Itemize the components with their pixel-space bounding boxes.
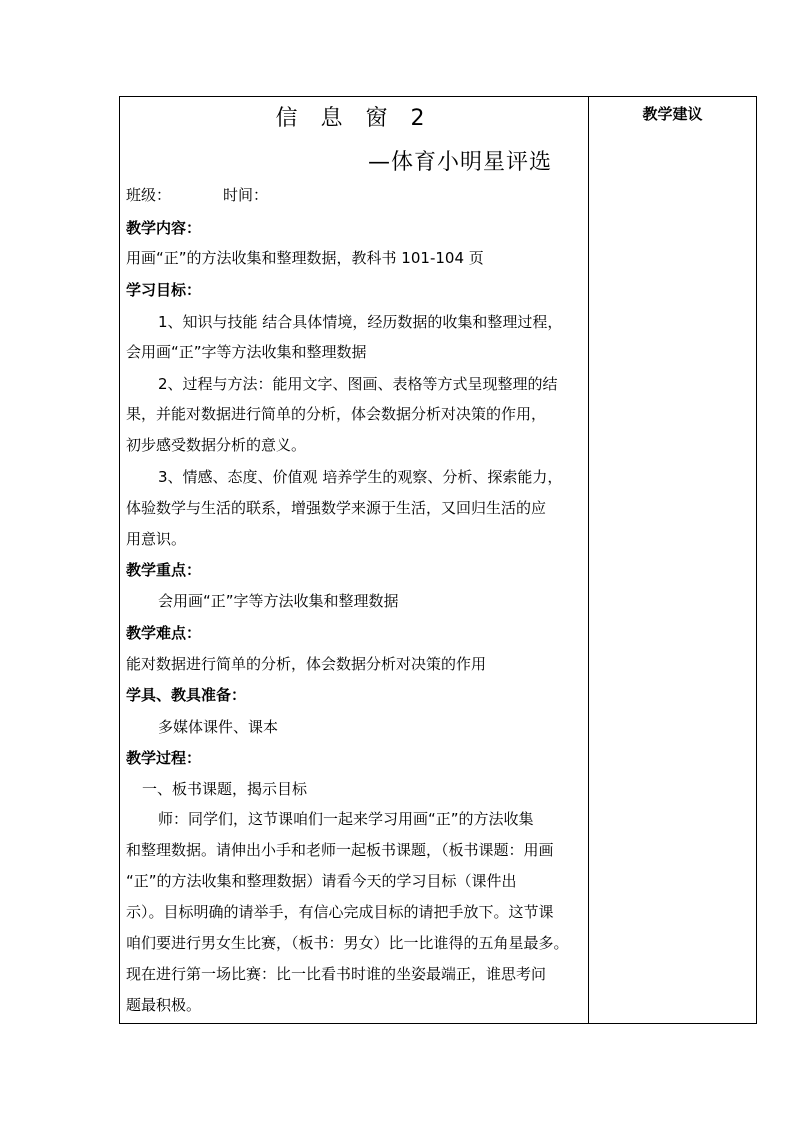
heading-objectives: 学习目标： — [126, 281, 202, 299]
objective-line: 1、知识与技能 结合具体情境，经历数据的收集和整理过程， — [158, 313, 563, 331]
process-line: 题最积极。 — [126, 996, 202, 1014]
heading-process: 教学过程： — [126, 749, 202, 767]
objective-line: 体验数学与生活的联系，增强数学来源于生活，又回归生活的应 — [126, 499, 547, 517]
process-line: 一、板书课题，揭示目标 — [142, 780, 308, 798]
side-header: 教学建议 — [642, 105, 703, 123]
objective-line: 2、过程与方法：能用文字、图画、表格等方式呈现整理的结 — [158, 375, 558, 393]
class-label: 班级： — [126, 186, 172, 204]
heading-difficulty: 教学难点： — [126, 624, 202, 642]
process-line: 咱们要进行男女生比赛，（板书：男女）比一比谁得的五角星最多。 — [126, 934, 569, 952]
objective-line: 果，并能对数据进行简单的分析，体会数据分析对决策的作用， — [126, 405, 547, 423]
process-line: “正”的方法收集和整理数据）请看今天的学习目标（课件出 — [126, 872, 517, 890]
objective-line: 3、情感、态度、价值观 培养学生的观察、分析、探索能力， — [158, 468, 563, 486]
key-point-text: 会用画“正”字等方法收集和整理数据 — [158, 592, 399, 610]
objective-line: 用意识。 — [126, 530, 187, 548]
process-line: 和整理数据。请伸出小手和老师一起板书课题，（板书课题：用画 — [126, 841, 554, 859]
teaching-suggestions-column — [589, 97, 756, 1023]
objective-line: 会用画“正”字等方法收集和整理数据 — [126, 343, 367, 361]
process-line: 现在进行第一场比赛：比一比看书时谁的坐姿最端正，谁思考问 — [126, 965, 547, 983]
process-line: 师：同学们，这节课咱们一起来学习用画“正”的方法收集 — [158, 810, 534, 828]
heading-key-point: 教学重点： — [126, 561, 202, 579]
time-label: 时间： — [223, 186, 269, 204]
page-title: 信 息 窗 2 — [275, 106, 433, 131]
objective-line: 初步感受数据分析的意义。 — [126, 436, 307, 454]
lesson-plan-table — [119, 96, 757, 1024]
content-text: 用画“正”的方法收集和整理数据，教科书 101-104 页 — [126, 249, 484, 267]
lesson-content-column — [120, 97, 589, 1023]
difficulty-text: 能对数据进行简单的分析，体会数据分析对决策的作用 — [126, 655, 487, 673]
heading-materials: 学具、教具准备： — [126, 686, 247, 704]
materials-text: 多媒体课件、课本 — [158, 718, 279, 736]
page-subtitle: —体育小明星评选 — [368, 150, 553, 175]
process-line: 示）。目标明确的请举手，有信心完成目标的请把手放下。这节课 — [126, 903, 554, 921]
class-time-line — [126, 185, 582, 205]
heading-content: 教学内容： — [126, 219, 202, 237]
